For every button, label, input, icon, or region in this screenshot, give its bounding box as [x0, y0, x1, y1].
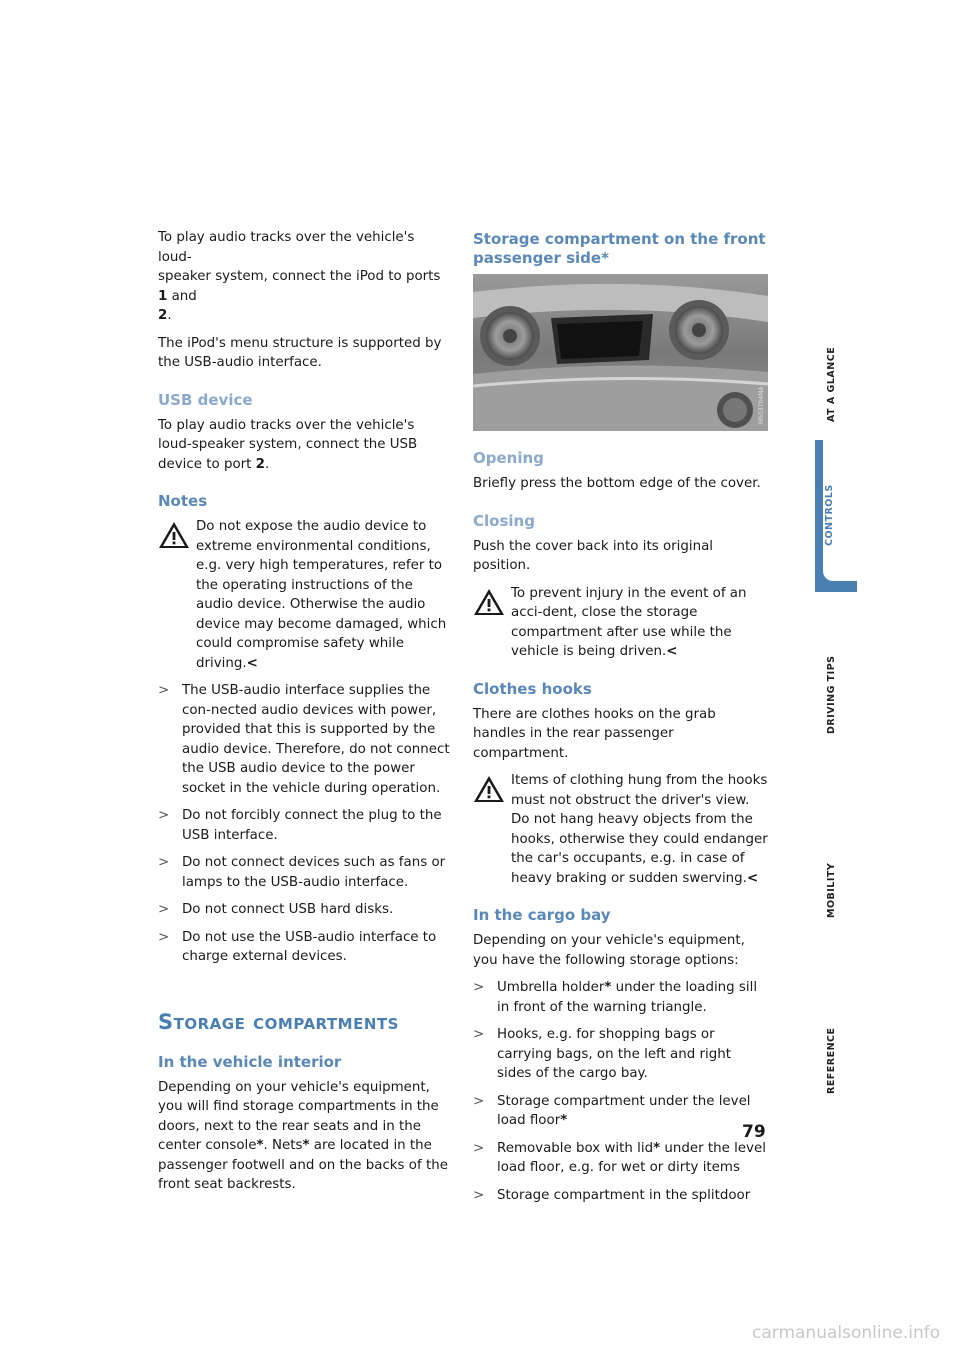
cargo-bay-heading: In the cargo bay — [473, 906, 611, 924]
notes-heading: Notes — [158, 492, 208, 510]
clothes-hooks-heading: Clothes hooks — [473, 679, 592, 698]
usb-device-paragraph: To play audio tracks over the vehicle's loud-speaker system, connect the USB device to port 2. — [158, 417, 418, 472]
tab-reference[interactable]: REFERENCE — [826, 1027, 837, 1094]
closing-heading: Closing — [473, 511, 535, 530]
list-item: > Do not connect USB hard disks. — [158, 902, 394, 917]
interior-heading: In the vehicle interior — [158, 1052, 342, 1071]
list-item: > Do not use the USB-audio interface to charge external devices. — [158, 929, 437, 964]
photo-code: MS03704MA — [758, 386, 765, 424]
warning-triangle-icon — [473, 587, 505, 617]
clothes-hooks-paragraph: There are clothes hooks on the grab handles in the rear passenger compartment. — [473, 706, 716, 761]
opening-paragraph: Briefly press the bottom edge of the cover. — [473, 476, 761, 491]
list-item: > Do not connect devices such as fans or lamps to the USB-audio interface. — [158, 855, 446, 890]
watermark: carmanualsonline.info — [752, 1323, 941, 1343]
ipod-paragraph: To play audio tracks over the vehicle's loud- speaker system, connect the iPod to ports 1 and 2. — [158, 230, 441, 323]
storage-compartment-photo — [473, 274, 768, 431]
opening-heading: Opening — [473, 449, 544, 467]
list-item: > Storage compartment under the level load floor* — [473, 1093, 751, 1128]
cargo-list — [473, 978, 769, 1205]
ipod-menu-paragraph: The iPod's menu structure is supported by the USB-audio interface. — [158, 335, 442, 370]
warning-triangle-icon — [473, 774, 505, 804]
front-passenger-heading: Storage compartment on the front passenger side* — [473, 230, 766, 267]
tab-at-a-glance[interactable]: AT A GLANCE — [826, 346, 837, 422]
right-column — [473, 228, 769, 1213]
list-item: > Umbrella holder* under the loading sill in front of the warning triangle. — [473, 980, 758, 1015]
end-mark: < — [246, 655, 258, 671]
tab-mobility[interactable]: MOBILITY — [826, 862, 837, 918]
interior-paragraph: Depending on your vehicle's equipment, you will find storage compartments in the doors, next to the rear seats and in the center console*. Nets* are located in the passenger footwell and on the backs of the front seat backrests. — [158, 1079, 448, 1192]
list-item: > Storage compartment in the splitdoor — [473, 1187, 751, 1203]
left-column — [158, 228, 450, 1203]
warning-triangle-icon — [158, 520, 190, 550]
cargo-bay-paragraph: Depending on your vehicle's equipment, you have the following storage options: — [473, 933, 745, 968]
notes-warning — [158, 517, 450, 673]
list-item: > Do not forcibly connect the plug to the USB interface. — [158, 808, 442, 843]
list-item: > Hooks, e.g. for shopping bags or carrying bags, on the left and right sides of the cargo bay. — [473, 1027, 731, 1081]
notes-warning-text: Do not expose the audio device to extreme environmental conditions, e.g. very high temperatures, refer to the operating instructions of the audio device. Otherwise the audio device may become damaged, which could compromise safety while driving. — [196, 519, 447, 671]
notes-list — [158, 681, 450, 967]
tab-driving-tips[interactable]: DRIVING TIPS — [826, 655, 837, 734]
hooks-warning: Items of clothing hung from the hooks must not obstruct the driver's view. Do not hang heavy objects from the hooks, otherwise they could endanger the car's occupants, e.g. in case of heavy braking or sudden swerving.< — [473, 771, 769, 888]
list-item: > Removable box with lid* under the level load floor, e.g. for wet or dirty items — [473, 1140, 766, 1175]
page-number: 79 — [742, 1122, 766, 1142]
list-item: > The USB-audio interface supplies the con-nected audio devices with power, provided that this is supported by the audio device. Therefore, do not connect the USB audio device to the power socket in the vehicle during operation. — [158, 683, 450, 796]
usb-device-heading: USB device — [158, 390, 253, 409]
tab-controls[interactable]: CONTROLS — [824, 484, 835, 546]
storage-compartments-title: Storage compartments — [158, 1009, 399, 1034]
closing-warning: To prevent injury in the event of an acci-dent, close the storage compartment after use while the vehicle is being driven.< — [473, 584, 769, 662]
closing-paragraph: Push the cover back into its original position. — [473, 538, 713, 573]
